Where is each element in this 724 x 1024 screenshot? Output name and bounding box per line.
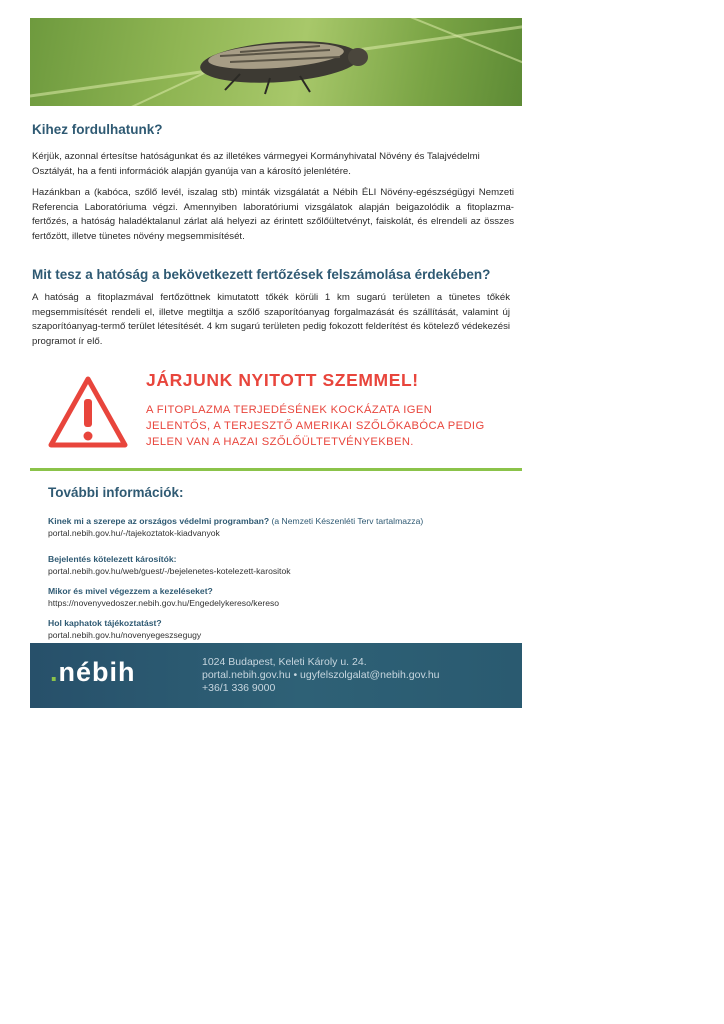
info-item	[48, 617, 508, 641]
footer-contact	[202, 656, 440, 695]
info-item	[48, 515, 508, 539]
info-title: További információk:	[48, 485, 184, 500]
leaflet-page	[30, 18, 522, 694]
info-question	[48, 515, 508, 527]
info-link[interactable]: portal.nebih.gov.hu/web/guest/-/bejelenetes-kotelezett-karositok	[48, 566, 291, 576]
info-question-note: (a Nemzeti Készenléti Terv tartalmazza)	[271, 516, 424, 526]
footer-phone: +36/1 336 9000	[202, 682, 276, 694]
info-question-text: Kinek mi a szerepe az országos védelmi programban?	[48, 516, 270, 526]
logo-dot: .	[50, 657, 59, 687]
section-title-authority: Mit tesz a hatóság a bekövetkezett fertőzések felszámolása érdekében?	[32, 267, 491, 282]
info-item	[48, 585, 508, 609]
info-question: Mikor és mivel végezzem a kezeléseket?	[48, 586, 213, 596]
footer-address: 1024 Budapest, Keleti Károly u. 24.	[202, 656, 367, 668]
section-title-contact: Kihez fordulhatunk?	[32, 122, 163, 137]
warning-text	[146, 402, 506, 450]
warning-title: JÁRJUNK NYITOTT SZEMMEL!	[146, 370, 419, 390]
nebih-logo	[50, 657, 136, 688]
footer-banner	[30, 643, 522, 708]
info-item	[48, 553, 508, 577]
contact-paragraph: Kérjük, azonnal értesítse hatóságunkat és az illetékes vármegyei Kormányhivatal Növény és Talajvédelmi Osztályát, ha a fenti információk alapján gyanúja van a károsító jelenlétére.	[32, 151, 480, 177]
leafhopper-photo	[30, 18, 522, 106]
info-link[interactable]: https://novenyvedoszer.nebih.gov.hu/Engedelykereso/kereso	[48, 598, 280, 608]
lab-paragraph: Hazánkban a (kabóca, szőlő levél, iszalag stb) minták vizsgálatát a Nébih ÉLI Növény-egészségügyi Nemzeti Referencia Laboratóriuma végzi. Amennyiben laboratóriumi vizsgálatok alapján beigazolódik a fitoplazma-fertőzés, a hatóság haladéktalanul zárlat alá helyezi az érintett szőlőültetvényt, faiskolát, és elrendeli az összes fertőzött, illetve tünetes növény megsemmisítését.	[32, 187, 514, 242]
footer-web-email[interactable]: portal.nebih.gov.hu • ugyfelszolgalat@nebih.gov.hu	[202, 669, 440, 681]
logo-text: nébih	[58, 657, 136, 687]
info-link[interactable]: portal.nebih.gov.hu/-/tajekoztatok-kiadvanyok	[48, 528, 220, 538]
leafhopper-icon	[180, 24, 370, 96]
info-question: Hol kaphatok tájékoztatást?	[48, 618, 162, 628]
warning-line: JELENTŐS, A TERJESZTŐ AMERIKAI SZŐLŐKABÓCA PEDIG	[146, 420, 485, 432]
warning-triangle-icon	[46, 374, 130, 450]
more-info-box	[30, 468, 522, 646]
warning-line: A FITOPLAZMA TERJEDÉSÉNEK KOCKÁZATA IGEN	[146, 404, 433, 416]
info-question: Bejelentés kötelezett károsítók:	[48, 554, 177, 564]
info-link[interactable]: portal.nebih.gov.hu/novenyegeszsegugy	[48, 630, 202, 640]
authority-paragraph: A hatóság a fitoplazmával fertőzöttnek kimutatott tőkék körüli 1 km sugarú területen a tünetes tőkék megsemmisítését rendeli el, illetve megtiltja a szőlő szaporítóanyag forgalmazását és szállítását, valamint új szaporítóanyag-termő terület létesítését. 4 km sugarú területen pedig fokozott felderítést és kötelező védekezési programot ír elő.	[32, 292, 510, 347]
warning-line: JELEN VAN A HAZAI SZŐLŐÜLTETVÉNYEKBEN.	[146, 436, 414, 448]
